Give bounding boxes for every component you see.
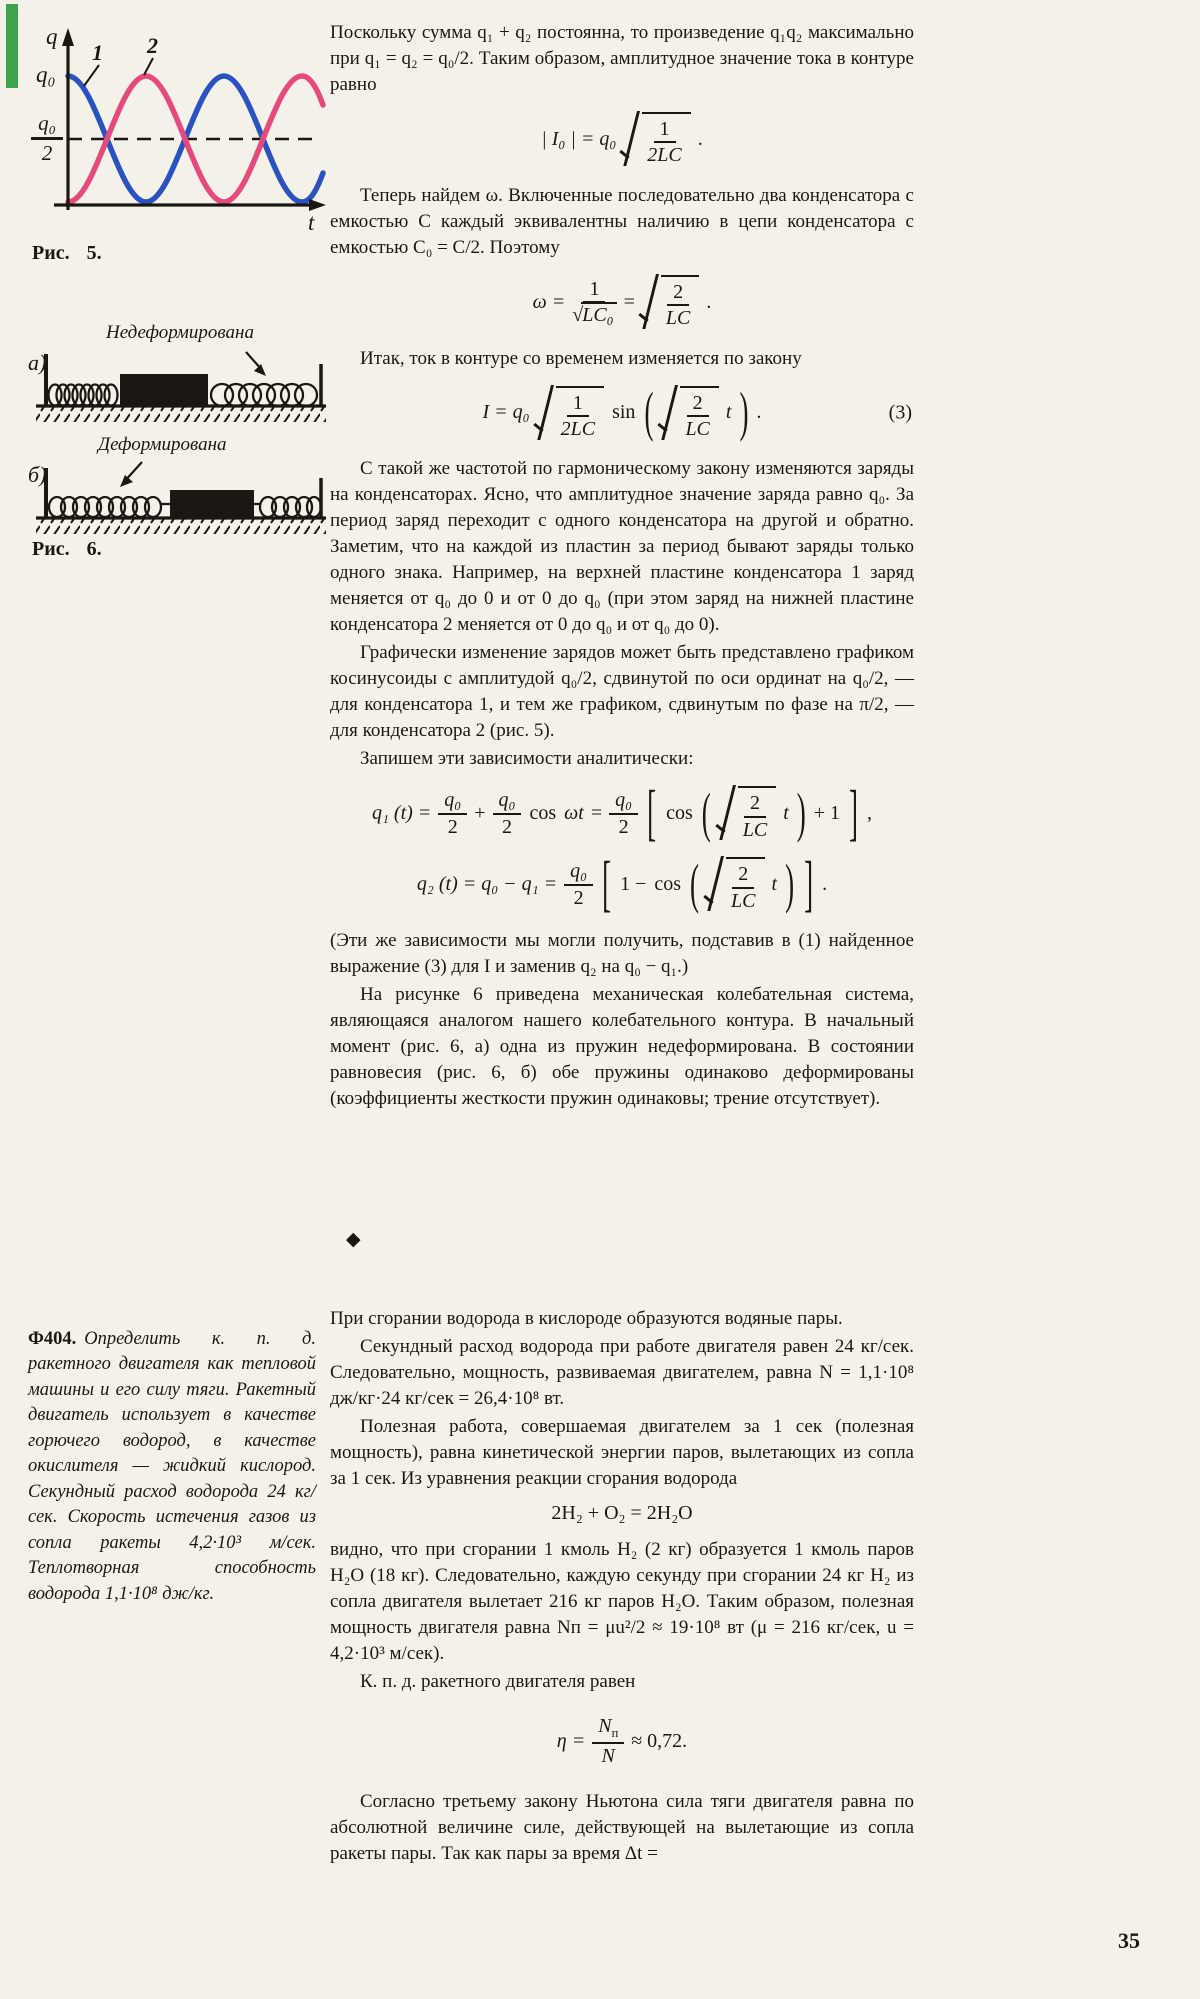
fraction	[572, 278, 616, 327]
fig5-frac-numerator: q₀	[38, 111, 56, 135]
solution-text-column	[330, 1306, 914, 1869]
eq-lhs: I = q₀	[482, 401, 530, 424]
denominator: 2	[618, 815, 629, 838]
sin-function: sin	[612, 401, 636, 424]
plus-sign: +	[474, 802, 486, 825]
paragraph: К. п. д. ракетного двигателя равен	[360, 1671, 636, 1692]
equals-sign: =	[623, 290, 635, 313]
eq-end: .	[756, 401, 762, 424]
eq-lhs: q₂ (t) = q₀ − q₁ =	[416, 873, 558, 896]
equation-efficiency	[330, 1715, 914, 1767]
paragraph: Поскольку сумма q₁ + q₂ постоянна, то произведение q₁q₂ максимально при q₁ = q₂ = q₀/2. Таким образом, амплитудное значение тока в контуре равно	[330, 22, 914, 95]
fig5-tick-q0: q₀	[36, 62, 56, 87]
fraction	[609, 789, 638, 838]
square-root	[537, 386, 604, 441]
square-root	[719, 786, 776, 841]
fraction	[564, 860, 593, 909]
numerator: 1	[567, 392, 589, 417]
fig6-panel-b-label: б)	[28, 462, 47, 487]
paragraph: Полезная работа, совершаемая двигателем за 1 сек (полезная мощность), равна кинетической энергии паров, вылетающих из сопла за 1 сек. Из уравнения реакции сгорания водорода	[330, 1416, 914, 1489]
argument-omega-t: ωt	[564, 802, 584, 825]
denominator: LC	[742, 818, 768, 841]
label-arrowhead	[254, 364, 266, 376]
curve-2-number-label: 2	[147, 33, 158, 58]
eq-end: ≈ 0,72.	[631, 1729, 688, 1752]
numerator: $N_п$	[592, 1715, 624, 1744]
numerator: q₀	[564, 860, 593, 885]
curve-1-number-label: 1	[92, 40, 103, 65]
green-margin-mark	[6, 4, 18, 88]
equation-q1	[330, 778, 914, 848]
paragraph: Графически изменение зарядов может быть представлено графиком косинусоиды с амплитудой q₀/2, сдвинутой по оси ординат на q₀/2, — для конденсатора 1, и тем же графиком, сдвинутым по фазе на π/2, — для конденсатора 2 (рис. 5).	[330, 642, 914, 742]
cos-function: cos	[529, 802, 557, 825]
eq-end: .	[706, 290, 712, 313]
paragraph: (Эти же зависимости мы могли получить, подставив в (1) найденное выражение (3) для I и заменив q₂ на q₀ − q₁.)	[330, 929, 914, 977]
eq-lhs: q₁ (t) =	[371, 802, 432, 825]
figure-5	[20, 18, 330, 268]
eq-end: .	[822, 873, 828, 896]
cos-function: cos	[654, 873, 682, 896]
fig6-panel-a-label: а)	[28, 350, 47, 375]
paragraph: На рисунке 6 приведена механическая колебательная система, являющаяся аналогом нашего колебательного контура. В начальный момент (рис. 6, а) одна из пружин недеформирована. В состоянии равновесия (рис. 6, б) обе пружины одинаково деформированы (коэффициенты жесткости пружин одинаковы; трение отсутствует).	[330, 983, 914, 1109]
equation-number: (3)	[888, 401, 912, 424]
problem-f404	[28, 1327, 316, 1608]
radical-sign	[623, 112, 642, 167]
fig5-fraction-bar	[31, 137, 63, 140]
numerator: 1	[654, 118, 676, 143]
fig5-x-axis-label: t	[308, 210, 315, 235]
paragraph: Итак, ток в контуре со временем изменяется по закону	[360, 347, 802, 369]
deformed-spring-left	[49, 497, 170, 517]
problem-statement-column	[28, 1308, 316, 1626]
y-axis-arrow	[62, 28, 74, 46]
denominator: 2	[501, 815, 512, 838]
fraction	[493, 789, 522, 838]
paragraph: При сгорании водорода в кислороде образуются водяные пары.	[330, 1308, 843, 1329]
relaxed-spring	[211, 384, 317, 406]
problem-number: Ф404.	[28, 1328, 77, 1349]
numerator: 2	[744, 792, 766, 817]
right-paren: )	[739, 381, 749, 443]
radical-sign	[707, 857, 726, 912]
denominator: 2	[447, 815, 458, 838]
left-paren: (	[701, 781, 711, 844]
paragraph: видно, что при сгорании 1 кмоль H₂ (2 кг) образуется 1 кмоль паров H₂O (18 кг). Следовательно, каждую секунду при сгорании 24 кг H₂ из сопла двигателя вылетает 216 кг паров H₂O. Таким образом, полезная мощность двигателя равна Nп = μu²/2 ≈ 19·10⁸ вт (μ = 216 кг/сек, u = 4,2·10³ м/сек).	[330, 1539, 914, 1664]
denominator: 2LC	[560, 417, 596, 440]
eq-lhs: η =	[556, 1729, 586, 1752]
square-root	[642, 275, 699, 330]
problem-body: Определить к. п. д. ракетного двигателя как тепловой машины и его силу тяги. Ракетный двигатель использует в качестве горючего водород, в качестве окислителя — жидкий кислород. Секундный расход водорода 24 кг/сек. Скорость истечения газов из сопла ракеты 4,2·10³ м/сек. Теплотворная способность водорода 1,1·10⁸ дж/кг.	[28, 1328, 316, 1604]
square-root	[661, 386, 718, 441]
equation-amplitude-current	[330, 112, 914, 167]
fig5-caption: Рис. 5.	[32, 242, 102, 264]
numerator: 2	[667, 281, 689, 306]
plus-one: + 1	[813, 802, 841, 825]
argument-t: t	[771, 873, 778, 896]
fraction	[438, 789, 467, 838]
label-arrowhead	[120, 475, 133, 487]
argument-t: t	[783, 802, 789, 825]
left-bracket: [	[602, 848, 612, 918]
eq-lhs: | I₀ | = q₀	[541, 127, 617, 150]
fig5-frac-denominator: 2	[41, 140, 53, 165]
eq-lhs: ω =	[532, 290, 566, 313]
numerator-subscript: п	[611, 1726, 619, 1740]
denominator: N	[601, 1744, 615, 1767]
square-root	[623, 112, 690, 167]
argument-t: t	[725, 401, 732, 424]
numerator: q₀	[609, 789, 638, 814]
numerator: q₀	[438, 789, 467, 814]
denominator: LC	[731, 889, 756, 912]
fig6-caption: Рис. 6.	[32, 538, 102, 560]
right-bracket: ]	[849, 778, 859, 848]
radical-sign	[661, 386, 680, 441]
fig5-tick-q0-over-2	[28, 112, 66, 165]
eq-end: .	[697, 127, 703, 150]
radical-sign	[719, 786, 738, 841]
paragraph: Теперь найдем ω. Включенные последовательно два конденсатора с емкостью C каждый эквивалентны наличию в цепи конденсатора с емкостью C₀ = C/2. Поэтому	[330, 184, 914, 258]
fraction	[592, 1715, 624, 1767]
denominator: LC₀	[581, 302, 616, 326]
equation-chemical	[330, 1502, 914, 1525]
fig6-deformed-label: Деформирована	[98, 434, 227, 455]
one-minus: 1 −	[620, 873, 647, 896]
deformed-spring-right	[254, 497, 321, 517]
paragraph: С такой же частотой по гармоническому закону изменяются заряды на конденсаторах. Ясно, что амплитудное значение заряда равно q₀. За период заряд переходит с одного конденсатора на другой и обратно. Заметим, что на каждой из пластин за период бывают заряды только одного знака. Например, на верхней пластине конденсатора 1 заряд меняется от q₀ до 0 и от 0 до q₀ (при этом заряд на нижней пластине конденсатора 2 меняется от 0 до q₀ и от q₀ до 0).	[330, 458, 914, 636]
chemical-reaction: 2H₂ + O₂ = 2H₂O	[551, 1502, 693, 1524]
fig6-diagram-b	[30, 460, 330, 538]
main-text-column	[330, 20, 914, 1114]
right-paren: )	[796, 781, 806, 844]
right-bracket: ]	[804, 848, 814, 918]
denominator: 2	[573, 886, 584, 909]
fig5-graph	[20, 18, 330, 236]
numerator: 2	[732, 863, 754, 888]
numerator: 1	[583, 278, 605, 303]
section-separator-diamond: ◆	[346, 1229, 361, 1250]
left-bracket: [	[647, 778, 657, 848]
denominator: 2LC	[647, 144, 682, 167]
paragraph: Секундный расход водорода при работе двигателя равен 24 кг/сек. Следовательно, мощность, развиваемая двигателем, равна N = 1,1·10⁸ дж/кг·24 кг/сек = 26,4·10⁸ вт.	[330, 1336, 914, 1409]
radical-sign	[642, 275, 661, 330]
mass-block	[120, 374, 208, 406]
equation-omega	[330, 275, 914, 330]
equation-q2	[330, 848, 914, 918]
denominator: LC	[685, 417, 710, 440]
ground-hatching	[36, 407, 326, 422]
equation-3	[330, 381, 914, 443]
eq-end: ,	[867, 802, 873, 825]
denominator: LC	[665, 307, 691, 330]
ground-hatching	[36, 519, 326, 534]
equals-sign: =	[590, 802, 603, 825]
figure-6	[20, 320, 332, 582]
left-paren: (	[690, 852, 700, 915]
fig6-undeformed-label: Недеформирована	[106, 322, 254, 343]
left-paren: (	[644, 381, 654, 443]
square-root	[707, 857, 764, 912]
cos-function: cos	[666, 802, 693, 825]
fig5-y-axis-label: q	[46, 24, 58, 49]
curve-2-pointer	[144, 58, 153, 75]
numerator: q₀	[493, 789, 522, 814]
mass-block	[170, 490, 254, 518]
page-number: 35	[1118, 1928, 1140, 1953]
paragraph: Запишем эти зависимости аналитически:	[360, 748, 694, 770]
compressed-spring	[49, 385, 118, 406]
fig6-diagram-a	[30, 348, 330, 426]
numerator: 2	[687, 392, 709, 417]
paragraph: Согласно третьему закону Ньютона сила тяги двигателя равна по абсолютной величине силе, действующей на вылетающие из сопла ракеты пары. Так как пары за время Δt =	[330, 1791, 914, 1865]
right-paren: )	[785, 852, 795, 915]
curve-1-pointer	[84, 65, 99, 86]
small-radical: √	[572, 304, 584, 327]
radical-sign	[537, 386, 556, 441]
